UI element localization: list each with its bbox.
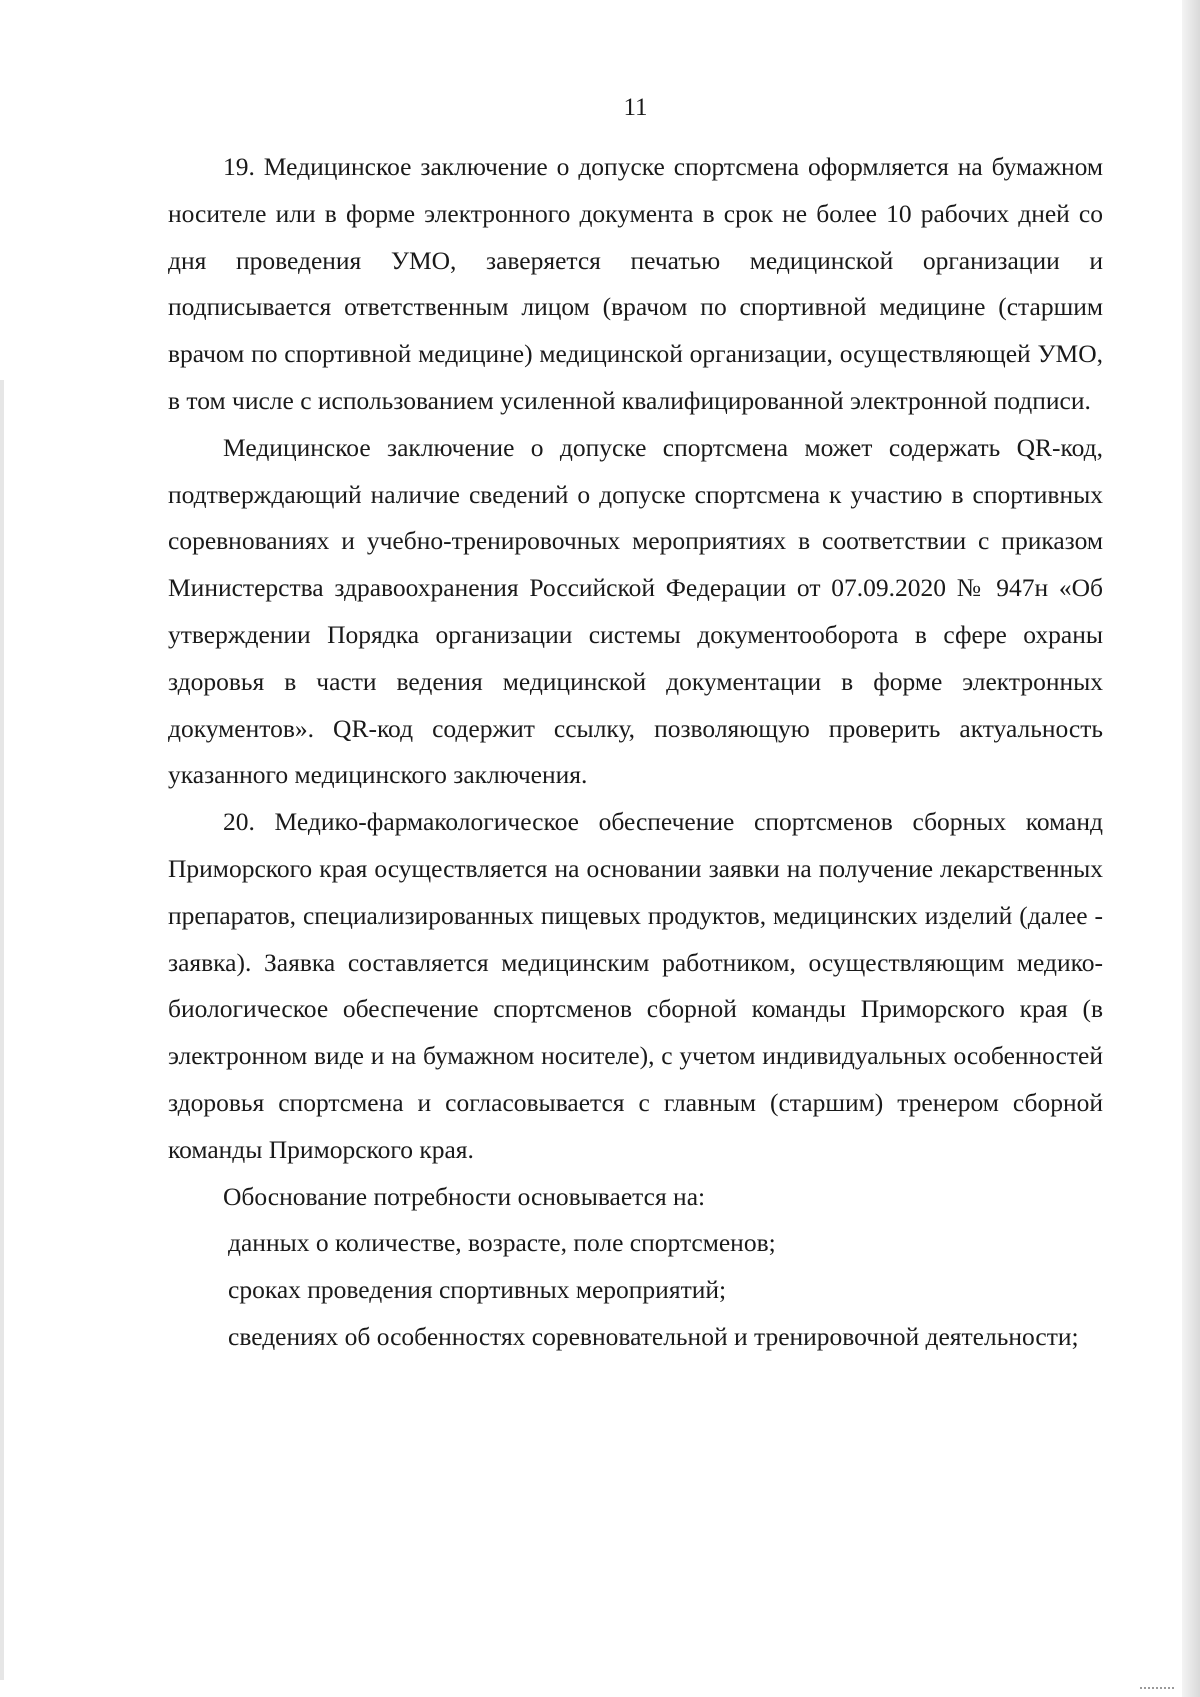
- list-item-activity-details: сведениях об особенностях соревновательной и тренировочной деятельности;: [228, 1321, 1079, 1351]
- paragraph-20: 20. Медико-фармакологическое обеспечение спортсменов сборных команд Приморского края осуществляется на основании заявки на получение лекарственных препаратов, специализированных пищевых продуктов, медицинских изделий (далее - заявка). Заявка составляется медицинским работником, осуществляющим медико-биологическое обеспечение спортсменов сборной команды Приморского края (в электронном виде и на бумажном носителе), с учетом индивидуальных особенностей здоровья спортсмена и согласовывается с главным (старшим) тренером сборной команды Приморского края.: [168, 807, 1103, 1164]
- paragraph-basis-intro: Обоснование потребности основывается на:: [223, 1181, 706, 1211]
- document-body: [168, 144, 1103, 1361]
- list-item-athletes-data: данных о количестве, возрасте, поле спортсменов;: [228, 1228, 776, 1258]
- document-page: [168, 0, 1103, 1697]
- page-number: 11: [623, 94, 648, 121]
- scan-shadow-right: [1182, 0, 1200, 1697]
- list-item-event-dates: сроках проведения спортивных мероприятий;: [228, 1275, 727, 1305]
- paragraph-19: 19. Медицинское заключение о допуске спортсмена оформляется на бумажном носителе или в форме электронного документа в срок не более 10 рабочих дней со дня проведения УМО, заверяется печатью медицинской организации и подписывается ответственным лицом (врачом по спортивной медицине (старшим врачом по спортивной медицине) медицинской организации, осуществляющей УМО, в том числе с использованием усиленной квалифицированной электронной подписи.: [168, 152, 1103, 415]
- paragraph-qr-code: Медицинское заключение о допуске спортсмена может содержать QR-код, подтверждающий наличие сведений о допуске спортсмена к участию в спортивных соревнованиях и учебно-тренировочных мероприятиях в соответствии с приказом Министерства здравоохранения Российской Федерации от 07.09.2020 № 947н «Об утверждении Порядка организации системы документооборота в сфере охраны здоровья в части ведения медицинской документации в форме электронных документов». QR-код содержит ссылку, позволяющую проверить актуальность указанного медицинского заключения.: [168, 432, 1103, 790]
- scan-shadow-left: [0, 380, 4, 1680]
- scan-artifact: [1140, 1681, 1174, 1689]
